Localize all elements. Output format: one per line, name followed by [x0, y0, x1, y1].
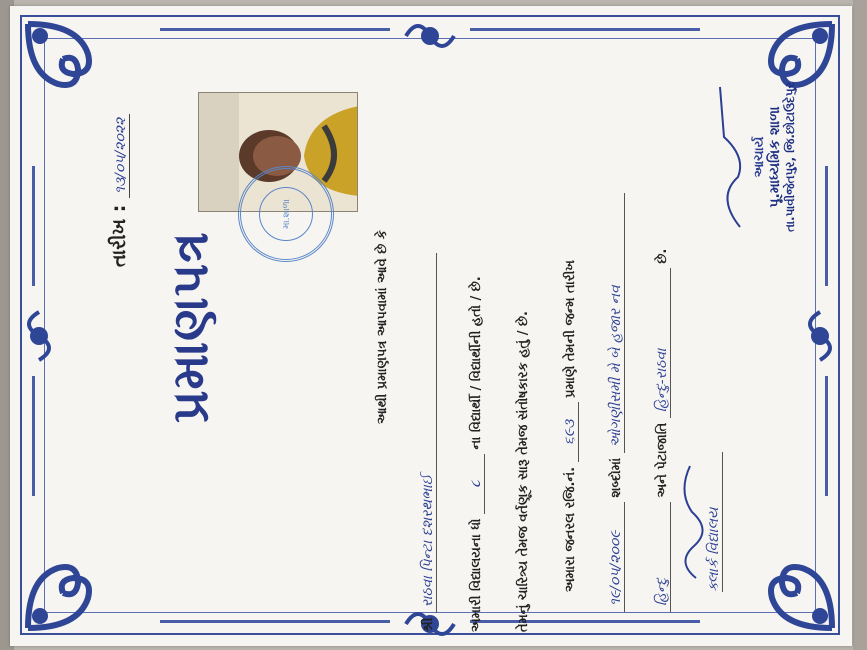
clerk-sign-text: ક્લાર્ક વિદ્યાલય	[706, 452, 723, 592]
name-line	[420, 253, 437, 632]
standard-line	[468, 276, 485, 632]
standard-value: ૮	[468, 454, 485, 514]
clerk-signature-icon	[674, 462, 704, 582]
birthdate-words-label: શબ્દોમાં	[609, 457, 624, 498]
religion-value: હિન્દુ	[654, 502, 671, 612]
student-name: રાઠવા પિન્ટા દશરથભાઈ	[420, 253, 437, 613]
date-line	[108, 114, 130, 267]
principal-label: આચાર્ય	[752, 136, 767, 178]
school-seal-stamp	[238, 166, 334, 262]
principal-signature-icon	[712, 77, 748, 237]
principal-stamp-line1: પૂ.માધ્યમિક શાળા	[767, 106, 783, 208]
register-line	[562, 260, 579, 592]
principal-signature-block	[712, 57, 798, 257]
certificate-content	[10, 6, 852, 646]
principal-stamp-line2: તા.પાવીજેતપુર, જિ.છોટાઉદેપુર	[783, 82, 797, 232]
register-suffix: પ્રમાણે તેમની જન્મ તારીખ	[563, 260, 578, 398]
birth-date-words: ઓગણીસમી મે બે હજાર નવ	[608, 193, 625, 453]
name-prefix: શ્રી	[421, 617, 436, 632]
clerk-signature-block	[680, 422, 723, 592]
standard-suffix: ના વિદ્યાર્થી / વિદ્યાર્થીની હતો / છે.	[469, 276, 484, 450]
standard-prefix: અમારી વિદ્યાલયના ધો	[469, 518, 484, 632]
birth-date: ૧૯/૦૫/૨૦૦૯	[608, 502, 625, 612]
certificate-paper	[10, 6, 852, 646]
register-number: ૬૯૩	[562, 402, 579, 462]
certificate-title: પ્રમાણપત્ર	[160, 231, 219, 423]
intro-text: આથી પ્રમાણપત્ર આપવામાં આવે છે કે	[375, 230, 390, 424]
caste-label: અને પેટાજાતિ	[655, 422, 670, 498]
desk-background-right	[853, 0, 867, 650]
date-value: ૧૩/૦૫/૨૦૨૨	[113, 114, 130, 198]
register-prefix: અમારા જનરલ રજિ.નં.	[563, 466, 578, 592]
seal-text: મા.શાળા	[259, 187, 313, 241]
birthdate-line	[608, 193, 625, 612]
caste-value: હિન્દુ-રાઠવા	[654, 268, 671, 418]
date-label: તારીખ :	[108, 204, 130, 267]
caste-suffix: છે.	[655, 248, 670, 264]
caste-line	[654, 249, 671, 612]
character-line: તેમનું ચારિત્ર્ય તેમજ વર્તણૂક સારૂ તેમજ સંતોષકારક હતું / છે.	[516, 311, 531, 632]
